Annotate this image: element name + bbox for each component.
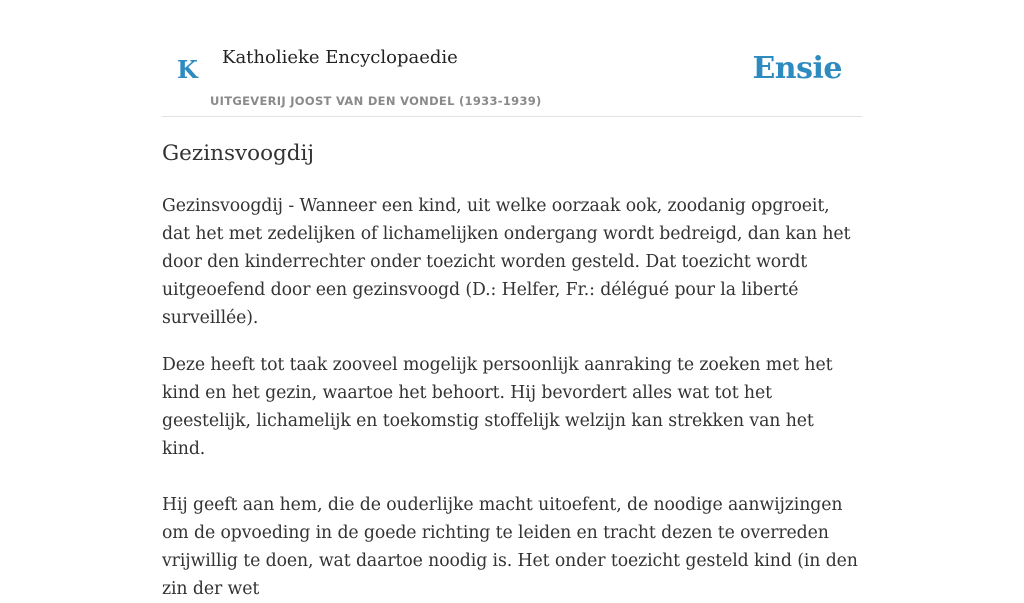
article-paragraph: Gezinsvoogdij - Wanneer een kind, uit welke oorzaak ook, zoodanig opgroeit, dat het met zedelijken of lichamelijken ondergang wordt bedreigd, dan kan het door den kinderrechter onder toezicht worden gesteld. Dat toezicht wordt uitgeoefend door een gezinsvoogd (D.: Helfer, Fr.: délégué pour la liberté surveillée). — [162, 196, 851, 328]
article-title: Gezinsvoogdij — [162, 141, 315, 166]
article-paragraph: Hij geeft aan hem, die de ouderlijke macht uitoefent, de noodige aanwijzingen om de opvoeding in de goede richting te leiden en tracht dezen te overreden vrijwillig te doen, wat daartoe noodig is. Het onder toezicht gesteld kind (in den zin der wet — [162, 495, 858, 599]
publisher-subtitle: UITGEVERIJ JOOST VAN DEN VONDEL (1933-1939) — [210, 94, 542, 108]
brand-logo[interactable]: Ensie — [752, 51, 842, 86]
site-title[interactable]: Katholieke Encyclopaedie — [222, 47, 458, 68]
article — [162, 138, 862, 603]
article-paragraph: Deze heeft tot taak zooveel mogelijk persoonlijk aanraking te zoeken met het kind en het gezin, waartoe het behoort. Hij bevordert alles wat tot het geestelijk, lichamelijk en toekomstig stoffelijk welzijn kan strekken van het kind. — [162, 355, 833, 459]
site-logo[interactable]: K — [177, 55, 198, 84]
site-header — [162, 0, 862, 117]
